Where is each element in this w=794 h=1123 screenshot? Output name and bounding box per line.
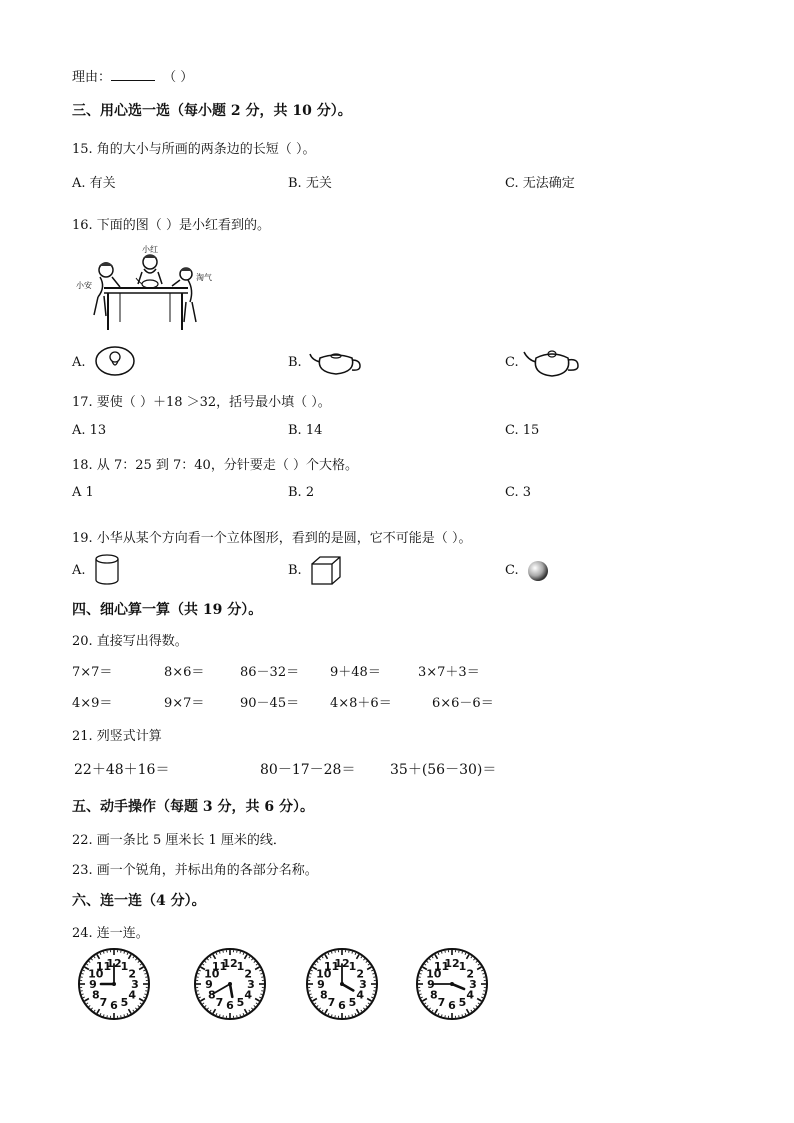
q24-stem: 24. 连一连。	[72, 926, 149, 941]
clock-tick	[352, 952, 353, 954]
q21-item-3: 35＋(56－30)＝	[390, 762, 497, 778]
clock-tick	[124, 1014, 125, 1016]
clock-numeral: 11	[433, 959, 450, 973]
q20-r2-c1: 4×9＝	[72, 696, 113, 711]
q18-option-b[interactable]: B. 2	[288, 485, 315, 500]
clock-tick	[260, 973, 262, 974]
clock-numeral: 2	[356, 967, 365, 981]
q16-option-b[interactable]: B.	[288, 355, 302, 370]
clock-tick	[462, 1014, 463, 1016]
clock-tick	[331, 1014, 332, 1016]
clock-tick	[240, 952, 241, 954]
q20-r2-c5: 6×6－6＝	[432, 696, 494, 711]
clock-numeral: 10	[426, 967, 442, 981]
clock-numeral: 6	[110, 999, 118, 1012]
clock-numeral: 6	[338, 999, 346, 1012]
clock-numeral: 12	[222, 957, 238, 970]
q15-option-b[interactable]: B. 无关	[288, 176, 332, 191]
clock-numeral: 5	[120, 996, 129, 1010]
clock-tick	[352, 1014, 353, 1016]
clock-numeral: 1	[236, 959, 245, 973]
q20-r1-c2: 8×6＝	[164, 665, 205, 680]
clock-tick	[441, 952, 442, 954]
clock-tick	[260, 994, 262, 995]
q20-r1-c3: 86－32＝	[240, 665, 300, 680]
clock-numeral: 10	[88, 967, 104, 981]
clock-numeral: 4	[128, 988, 137, 1002]
clock-numeral: 11	[211, 959, 228, 973]
q20-r2-c3: 90－45＝	[240, 696, 300, 711]
clock-numeral: 8	[91, 988, 100, 1002]
clock-tick	[124, 952, 125, 954]
clock-numeral: 2	[466, 967, 475, 981]
clock-tick	[219, 952, 220, 954]
clock-numeral: 3	[131, 978, 139, 991]
kids-table-teapot-drawing	[76, 244, 216, 338]
clock-tick	[144, 973, 146, 974]
clock-numeral: 5	[458, 996, 467, 1010]
clock-tick	[103, 1014, 104, 1016]
clock-numeral: 11	[95, 959, 112, 973]
q19-option-b[interactable]: B.	[288, 563, 302, 578]
clock-numeral: 7	[99, 996, 108, 1010]
q19-option-c[interactable]: C.	[505, 563, 519, 578]
q18-option-c[interactable]: C. 3	[505, 485, 532, 500]
q17-option-b[interactable]: B. 14	[288, 423, 323, 438]
clock-tick	[372, 994, 374, 995]
q19-stem: 19. 小华从某个方向看一个立体图形，看到的是圆，它不可能是（ ）。	[72, 531, 472, 546]
q16-stem: 16. 下面的图（ ）是小红看到的。	[72, 218, 270, 233]
q21-item-2: 80－17－28＝	[260, 762, 356, 778]
q15-stem: 15. 角的大小与所画的两条边的长短（ ）。	[72, 142, 316, 157]
clock-numeral: 2	[244, 967, 253, 981]
cylinder-icon	[94, 554, 122, 586]
q20-r1-c4: 9＋48＝	[330, 665, 381, 680]
clock-numeral: 9	[427, 978, 435, 991]
clock-3[interactable]	[304, 946, 380, 1022]
q20-r2-c2: 9×7＝	[164, 696, 205, 711]
q16-option-c[interactable]: C.	[505, 355, 519, 370]
clock-numeral: 8	[319, 988, 328, 1002]
q16-scene-illustration	[76, 244, 216, 338]
clock-tick	[310, 973, 312, 974]
clock-tick	[482, 973, 484, 974]
clock-center	[450, 982, 454, 986]
q17-option-a[interactable]: A. 13	[72, 423, 107, 438]
clock-tick	[198, 973, 200, 974]
clock-tick	[310, 994, 312, 995]
sphere-icon	[526, 559, 552, 583]
clock-numeral: 8	[207, 988, 216, 1002]
q16-option-a[interactable]: A.	[72, 355, 86, 370]
clock-numeral: 11	[323, 959, 340, 973]
clock-numeral: 9	[205, 978, 213, 991]
clock-numeral: 1	[120, 959, 129, 973]
clock-tick	[82, 994, 84, 995]
section-3-title: 三、用心选一选（每小题 2 分，共 10 分）。	[72, 103, 352, 119]
answer-blank[interactable]	[111, 70, 155, 81]
q18-option-a[interactable]: A 1	[72, 485, 94, 500]
clock-tick	[103, 952, 104, 954]
q20-stem: 20. 直接写出得数。	[72, 634, 188, 649]
clock-numeral: 1	[458, 959, 467, 973]
q22-stem: 22. 画一条比 5 厘米长 1 厘米的线．	[72, 833, 286, 848]
section-5-title: 五、动手操作（每题 3 分，共 6 分）。	[72, 799, 314, 815]
name-label-xiaohong: 小红	[142, 245, 158, 254]
clock-center	[340, 982, 344, 986]
clock-numeral: 1	[348, 959, 357, 973]
clock-numeral: 10	[204, 967, 220, 981]
reason-line	[72, 66, 193, 85]
name-label-xiaoan: 小安	[76, 281, 92, 290]
clock-center	[228, 982, 232, 986]
clock-numeral: 7	[215, 996, 224, 1010]
q17-option-c[interactable]: C. 15	[505, 423, 540, 438]
q20-r1-c5: 3×7＋3＝	[418, 665, 480, 680]
q23-stem: 23. 画一个锐角，并标出角的各部分名称。	[72, 863, 318, 878]
clock-1[interactable]	[76, 946, 152, 1022]
clock-tick	[144, 994, 146, 995]
clock-numeral: 5	[236, 996, 245, 1010]
section-6-title: 六、连一连（4 分）。	[72, 893, 206, 909]
q21-item-1: 22＋48＋16＝	[74, 762, 170, 778]
name-label-taoqi: 淘气	[196, 273, 212, 282]
clock-numeral: 8	[429, 988, 438, 1002]
clock-numeral: 9	[89, 978, 97, 991]
clock-numeral: 3	[247, 978, 255, 991]
q20-r1-c1: 7×7＝	[72, 665, 113, 680]
clock-numeral: 9	[317, 978, 325, 991]
clock-tick	[482, 994, 484, 995]
clock-numeral: 4	[466, 988, 475, 1002]
q21-stem: 21. 列竖式计算	[72, 729, 162, 744]
clock-tick	[198, 994, 200, 995]
clock-2[interactable]	[192, 946, 268, 1022]
clock-numeral: 4	[356, 988, 365, 1002]
clock-tick	[420, 994, 422, 995]
answer-paren: （ ）	[163, 70, 194, 85]
q15-option-c[interactable]: C. 无法确定	[505, 176, 575, 191]
q17-stem: 17. 要使（ ）＋18 ＞32，括号最小填（ ）。	[72, 395, 331, 410]
clock-numeral: 3	[359, 978, 367, 991]
section-4-title: 四、细心算一算（共 19 分）。	[72, 602, 263, 618]
q19-option-a[interactable]: A.	[72, 563, 86, 578]
clock-center	[112, 982, 116, 986]
clock-tick	[372, 973, 374, 974]
clock-tick	[240, 1014, 241, 1016]
clock-tick	[82, 973, 84, 974]
clock-tick	[420, 973, 422, 974]
reason-label: 理由：	[72, 70, 112, 85]
clock-numeral: 6	[226, 999, 234, 1012]
clock-numeral: 4	[244, 988, 253, 1002]
clock-numeral: 5	[348, 996, 357, 1010]
clock-4[interactable]	[414, 946, 490, 1022]
teapot-side-view-alt-icon	[522, 344, 582, 378]
clock-tick	[219, 1014, 220, 1016]
clock-numeral: 3	[469, 978, 477, 991]
clock-numeral: 6	[448, 999, 456, 1012]
clock-tick	[462, 952, 463, 954]
clock-tick	[441, 1014, 442, 1016]
q20-r2-c4: 4×8＋6＝	[330, 696, 392, 711]
teapot-side-view-icon	[308, 346, 364, 376]
clock-numeral: 7	[437, 996, 446, 1010]
clock-numeral: 12	[334, 957, 350, 970]
clock-numeral: 12	[106, 957, 122, 970]
clock-numeral: 10	[316, 967, 332, 981]
clock-numeral: 12	[444, 957, 460, 970]
clock-tick	[331, 952, 332, 954]
teapot-top-view-icon	[94, 344, 136, 376]
clock-numeral: 2	[128, 967, 137, 981]
q18-stem: 18. 从 7：25 到 7：40，分针要走（ ）个大格。	[72, 458, 358, 473]
clock-numeral: 7	[327, 996, 336, 1010]
cube-icon	[310, 556, 342, 586]
q15-option-a[interactable]: A. 有关	[72, 176, 116, 191]
